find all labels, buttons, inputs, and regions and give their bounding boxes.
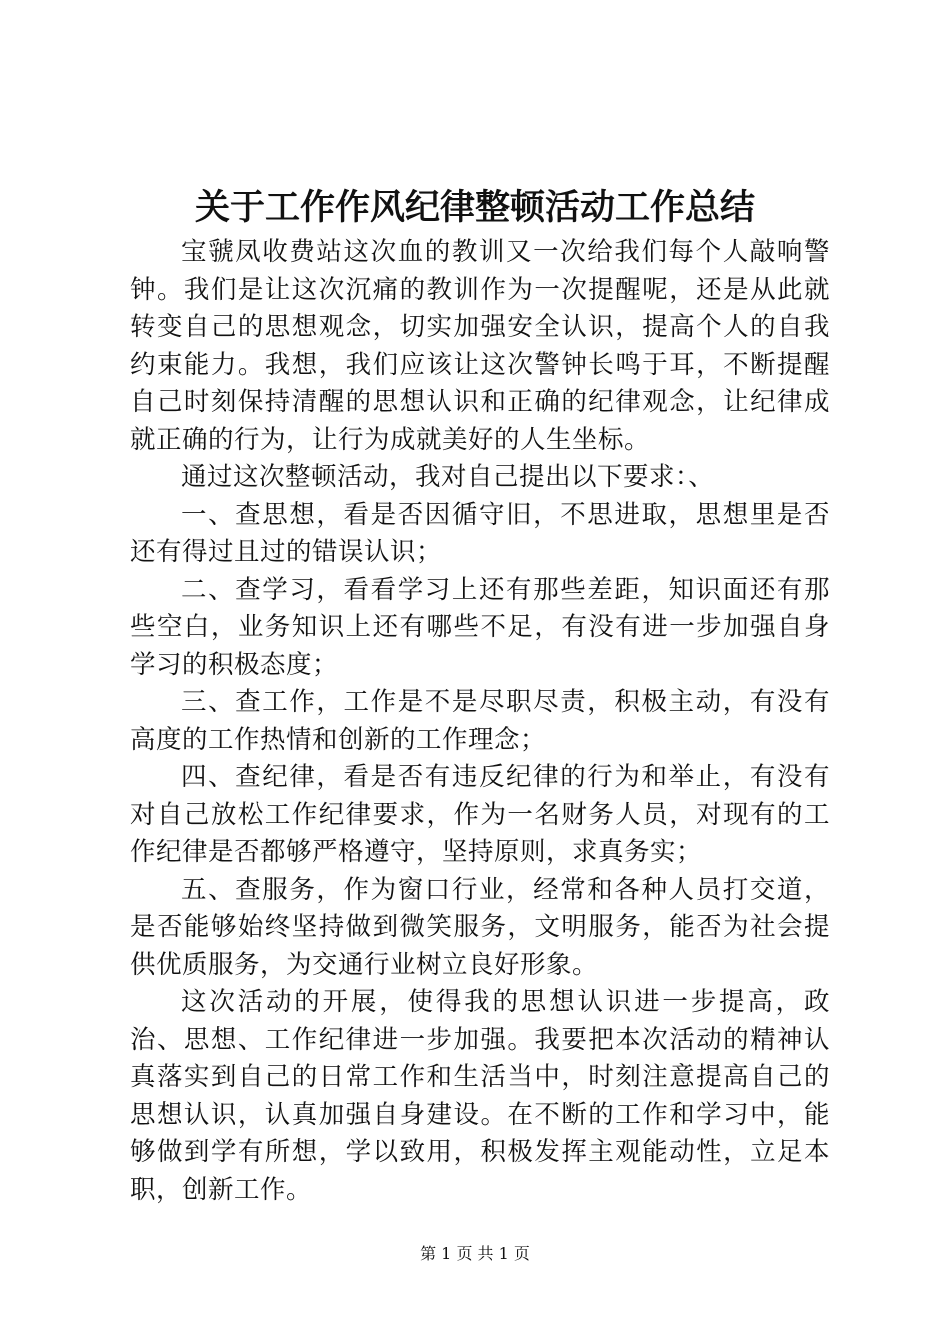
paragraph-check-service: 五、查服务，作为窗口行业，经常和各种人员打交道，是否能够始终坚持做到微笑服务，文明服务，能否为社会提供优质服务，为交通行业树立良好形象。 xyxy=(130,874,830,980)
document-body xyxy=(130,234,830,1209)
paragraph-check-work: 三、查工作，工作是不是尽职尽责，积极主动，有没有高度的工作热情和创新的工作理念； xyxy=(130,687,830,755)
paragraph-requirements-lead: 通过这次整顿活动，我对自己提出以下要求：、 xyxy=(181,462,715,492)
paragraph-check-study: 二、查学习，看看学习上还有那些差距，知识面还有那些空白，业务知识上还有哪些不足，有没有进一步加强自身学习的积极态度； xyxy=(130,574,830,680)
page-title: 关于工作作风纪律整顿活动工作总结 xyxy=(194,187,755,228)
paragraph-check-thinking: 一、查思想，看是否因循守旧，不思进取，思想里是否还有得过且过的错误认识； xyxy=(130,499,830,567)
paragraph-conclusion: 这次活动的开展，使得我的思想认识进一步提高，政治、思想、工作纪律进一步加强。我要把本次活动的精神认真落实到自己的日常工作和生活当中，时刻注意提高自己的思想认识，认真加强自身建设。在不断的工作和学习中，能够做到学有所想，学以致用，积极发挥主观能动性，立足本职，创新工作。 xyxy=(130,987,830,1205)
paragraph-intro: 宝虢凤收费站这次血的教训又一次给我们每个人敲响警钟。我们是让这次沉痛的教训作为一次提醒呢，还是从此就转变自己的思想观念，切实加强安全认识，提高个人的自我约束能力。我想，我们应该让这次警钟长鸣于耳，不断提醒自己时刻保持清醒的思想认识和正确的纪律观念，让纪律成就正确的行为，让行为成就美好的人生坐标。 xyxy=(130,237,830,455)
paragraph-check-discipline: 四、查纪律，看是否有违反纪律的行为和举止，有没有对自己放松工作纪律要求，作为一名财务人员，对现有的工作纪律是否都够严格遵守，坚持原则，求真务实； xyxy=(130,762,830,867)
page-number-footer: 第 1 页 共 1 页 xyxy=(420,1244,530,1263)
